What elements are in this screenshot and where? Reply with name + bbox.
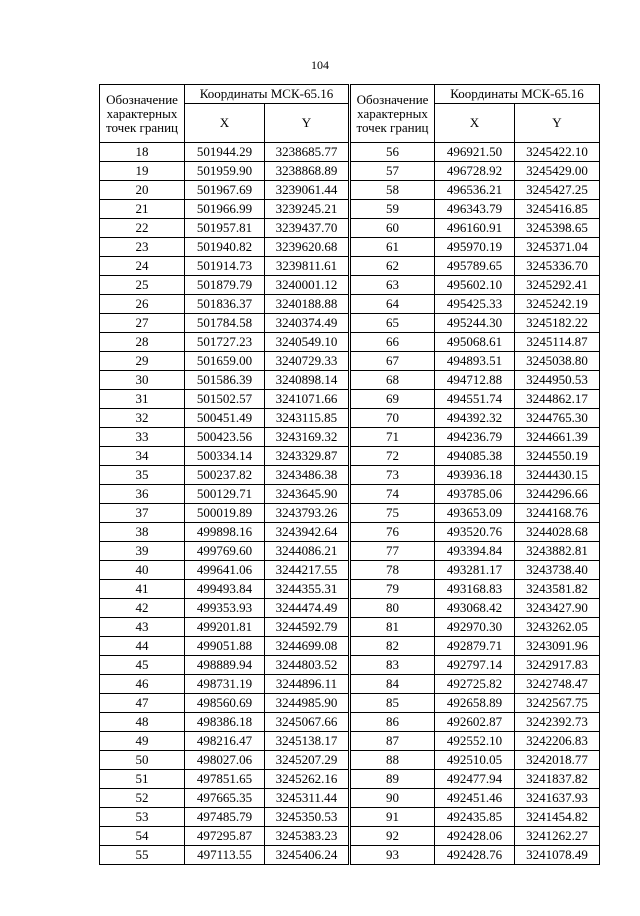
x-coordinate-cell: 495970.19 <box>435 238 515 257</box>
table-row <box>100 257 600 276</box>
y-coordinate-cell: 3244296.66 <box>515 485 600 504</box>
y-coordinate-cell: 3243942.64 <box>265 523 350 542</box>
point-number-cell: 87 <box>350 732 435 751</box>
point-number-cell: 50 <box>100 751 185 770</box>
table-row <box>100 485 600 504</box>
point-number-cell: 65 <box>350 314 435 333</box>
y-coordinate-cell: 3244474.49 <box>265 599 350 618</box>
point-number-cell: 63 <box>350 276 435 295</box>
x-coordinate-cell: 501727.23 <box>185 333 265 352</box>
y-coordinate-cell: 3240188.88 <box>265 295 350 314</box>
point-number-cell: 41 <box>100 580 185 599</box>
x-coordinate-cell: 499051.88 <box>185 637 265 656</box>
point-number-cell: 79 <box>350 580 435 599</box>
x-coordinate-cell: 501879.79 <box>185 276 265 295</box>
table-row <box>100 808 600 827</box>
point-number-cell: 77 <box>350 542 435 561</box>
x-coordinate-cell: 492602.87 <box>435 713 515 732</box>
point-number-cell: 40 <box>100 561 185 580</box>
point-number-cell: 36 <box>100 485 185 504</box>
point-number-cell: 85 <box>350 694 435 713</box>
x-coordinate-cell: 498386.18 <box>185 713 265 732</box>
table-row <box>100 371 600 390</box>
x-coordinate-cell: 493653.09 <box>435 504 515 523</box>
point-number-cell: 74 <box>350 485 435 504</box>
point-number-cell: 52 <box>100 789 185 808</box>
header-designation-left: Обозначение характерных точек границ <box>100 85 185 143</box>
x-coordinate-cell: 498216.47 <box>185 732 265 751</box>
x-coordinate-cell: 493281.17 <box>435 561 515 580</box>
header-x-left: X <box>185 104 265 143</box>
point-number-cell: 51 <box>100 770 185 789</box>
y-coordinate-cell: 3240549.10 <box>265 333 350 352</box>
y-coordinate-cell: 3244803.52 <box>265 656 350 675</box>
page-number: 104 <box>311 58 329 72</box>
table-row <box>100 447 600 466</box>
table-row <box>100 713 600 732</box>
x-coordinate-cell: 501784.58 <box>185 314 265 333</box>
point-number-cell: 32 <box>100 409 185 428</box>
x-coordinate-cell: 498889.94 <box>185 656 265 675</box>
x-coordinate-cell: 497113.55 <box>185 846 265 865</box>
x-coordinate-cell: 501944.29 <box>185 143 265 162</box>
table-row <box>100 618 600 637</box>
x-coordinate-cell: 501914.73 <box>185 257 265 276</box>
header-x-right: X <box>435 104 515 143</box>
y-coordinate-cell: 3238868.89 <box>265 162 350 181</box>
table-row <box>100 219 600 238</box>
y-coordinate-cell: 3242917.83 <box>515 656 600 675</box>
x-coordinate-cell: 496343.79 <box>435 200 515 219</box>
table-body <box>100 143 600 865</box>
x-coordinate-cell: 492435.85 <box>435 808 515 827</box>
point-number-cell: 24 <box>100 257 185 276</box>
table-row <box>100 143 600 162</box>
y-coordinate-cell: 3244950.53 <box>515 371 600 390</box>
point-number-cell: 34 <box>100 447 185 466</box>
point-number-cell: 84 <box>350 675 435 694</box>
x-coordinate-cell: 501967.69 <box>185 181 265 200</box>
y-coordinate-cell: 3242206.83 <box>515 732 600 751</box>
table-row <box>100 504 600 523</box>
y-coordinate-cell: 3244765.30 <box>515 409 600 428</box>
table-row <box>100 466 600 485</box>
x-coordinate-cell: 493168.83 <box>435 580 515 599</box>
point-number-cell: 61 <box>350 238 435 257</box>
x-coordinate-cell: 500019.89 <box>185 504 265 523</box>
point-number-cell: 20 <box>100 181 185 200</box>
table-row <box>100 295 600 314</box>
point-number-cell: 23 <box>100 238 185 257</box>
y-coordinate-cell: 3243581.82 <box>515 580 600 599</box>
table-row <box>100 542 600 561</box>
point-number-cell: 19 <box>100 162 185 181</box>
x-coordinate-cell: 499353.93 <box>185 599 265 618</box>
y-coordinate-cell: 3241837.82 <box>515 770 600 789</box>
x-coordinate-cell: 492510.05 <box>435 751 515 770</box>
y-coordinate-cell: 3244355.31 <box>265 580 350 599</box>
y-coordinate-cell: 3243329.87 <box>265 447 350 466</box>
table-row <box>100 580 600 599</box>
x-coordinate-cell: 492428.06 <box>435 827 515 846</box>
x-coordinate-cell: 498731.19 <box>185 675 265 694</box>
y-coordinate-cell: 3244699.08 <box>265 637 350 656</box>
x-coordinate-cell: 500423.56 <box>185 428 265 447</box>
x-coordinate-cell: 492658.89 <box>435 694 515 713</box>
y-coordinate-cell: 3239061.44 <box>265 181 350 200</box>
table-row <box>100 409 600 428</box>
x-coordinate-cell: 494712.88 <box>435 371 515 390</box>
point-number-cell: 46 <box>100 675 185 694</box>
y-coordinate-cell: 3243793.26 <box>265 504 350 523</box>
table-row <box>100 428 600 447</box>
x-coordinate-cell: 492725.82 <box>435 675 515 694</box>
point-number-cell: 37 <box>100 504 185 523</box>
x-coordinate-cell: 498560.69 <box>185 694 265 713</box>
x-coordinate-cell: 496728.92 <box>435 162 515 181</box>
x-coordinate-cell: 501836.37 <box>185 295 265 314</box>
y-coordinate-cell: 3245350.53 <box>265 808 350 827</box>
point-number-cell: 91 <box>350 808 435 827</box>
y-coordinate-cell: 3243115.85 <box>265 409 350 428</box>
table-row <box>100 656 600 675</box>
x-coordinate-cell: 492552.10 <box>435 732 515 751</box>
y-coordinate-cell: 3239245.21 <box>265 200 350 219</box>
x-coordinate-cell: 500334.14 <box>185 447 265 466</box>
x-coordinate-cell: 501940.82 <box>185 238 265 257</box>
y-coordinate-cell: 3239811.61 <box>265 257 350 276</box>
y-coordinate-cell: 3244550.19 <box>515 447 600 466</box>
y-coordinate-cell: 3244896.11 <box>265 675 350 694</box>
y-coordinate-cell: 3241262.27 <box>515 827 600 846</box>
point-number-cell: 76 <box>350 523 435 542</box>
y-coordinate-cell: 3245416.85 <box>515 200 600 219</box>
x-coordinate-cell: 493785.06 <box>435 485 515 504</box>
header-coords-group-right: Координаты МСК-65.16 <box>435 85 600 104</box>
point-number-cell: 33 <box>100 428 185 447</box>
coordinates-table <box>99 84 600 865</box>
point-number-cell: 56 <box>350 143 435 162</box>
point-number-cell: 92 <box>350 827 435 846</box>
y-coordinate-cell: 3244985.90 <box>265 694 350 713</box>
table-row <box>100 827 600 846</box>
x-coordinate-cell: 501957.81 <box>185 219 265 238</box>
point-number-cell: 54 <box>100 827 185 846</box>
x-coordinate-cell: 492797.14 <box>435 656 515 675</box>
y-coordinate-cell: 3244862.17 <box>515 390 600 409</box>
x-coordinate-cell: 501659.00 <box>185 352 265 371</box>
x-coordinate-cell: 495068.61 <box>435 333 515 352</box>
x-coordinate-cell: 492451.46 <box>435 789 515 808</box>
point-number-cell: 35 <box>100 466 185 485</box>
x-coordinate-cell: 500237.82 <box>185 466 265 485</box>
point-number-cell: 45 <box>100 656 185 675</box>
point-number-cell: 42 <box>100 599 185 618</box>
y-coordinate-cell: 3241637.93 <box>515 789 600 808</box>
x-coordinate-cell: 499898.16 <box>185 523 265 542</box>
y-coordinate-cell: 3243169.32 <box>265 428 350 447</box>
y-coordinate-cell: 3245067.66 <box>265 713 350 732</box>
point-number-cell: 55 <box>100 846 185 865</box>
table-row <box>100 637 600 656</box>
x-coordinate-cell: 497665.35 <box>185 789 265 808</box>
x-coordinate-cell: 501586.39 <box>185 371 265 390</box>
table-row <box>100 732 600 751</box>
point-number-cell: 67 <box>350 352 435 371</box>
table-row <box>100 276 600 295</box>
y-coordinate-cell: 3245371.04 <box>515 238 600 257</box>
point-number-cell: 18 <box>100 143 185 162</box>
x-coordinate-cell: 492477.94 <box>435 770 515 789</box>
y-coordinate-cell: 3240001.12 <box>265 276 350 295</box>
y-coordinate-cell: 3241454.82 <box>515 808 600 827</box>
point-number-cell: 48 <box>100 713 185 732</box>
x-coordinate-cell: 500129.71 <box>185 485 265 504</box>
y-coordinate-cell: 3244028.68 <box>515 523 600 542</box>
x-coordinate-cell: 493936.18 <box>435 466 515 485</box>
x-coordinate-cell: 499641.06 <box>185 561 265 580</box>
y-coordinate-cell: 3242018.77 <box>515 751 600 770</box>
y-coordinate-cell: 3245429.00 <box>515 162 600 181</box>
point-number-cell: 75 <box>350 504 435 523</box>
point-number-cell: 66 <box>350 333 435 352</box>
point-number-cell: 83 <box>350 656 435 675</box>
point-number-cell: 62 <box>350 257 435 276</box>
y-coordinate-cell: 3240898.14 <box>265 371 350 390</box>
y-coordinate-cell: 3244168.76 <box>515 504 600 523</box>
y-coordinate-cell: 3245311.44 <box>265 789 350 808</box>
x-coordinate-cell: 499201.81 <box>185 618 265 637</box>
x-coordinate-cell: 500451.49 <box>185 409 265 428</box>
x-coordinate-cell: 499769.60 <box>185 542 265 561</box>
point-number-cell: 39 <box>100 542 185 561</box>
x-coordinate-cell: 495789.65 <box>435 257 515 276</box>
table-row <box>100 390 600 409</box>
y-coordinate-cell: 3245114.87 <box>515 333 600 352</box>
point-number-cell: 72 <box>350 447 435 466</box>
point-number-cell: 49 <box>100 732 185 751</box>
x-coordinate-cell: 493068.42 <box>435 599 515 618</box>
y-coordinate-cell: 3245207.29 <box>265 751 350 770</box>
y-coordinate-cell: 3245422.10 <box>515 143 600 162</box>
point-number-cell: 43 <box>100 618 185 637</box>
y-coordinate-cell: 3245383.23 <box>265 827 350 846</box>
x-coordinate-cell: 495425.33 <box>435 295 515 314</box>
table-row <box>100 789 600 808</box>
y-coordinate-cell: 3243091.96 <box>515 637 600 656</box>
point-number-cell: 81 <box>350 618 435 637</box>
y-coordinate-cell: 3243262.05 <box>515 618 600 637</box>
table-row <box>100 694 600 713</box>
y-coordinate-cell: 3244086.21 <box>265 542 350 561</box>
y-coordinate-cell: 3242748.47 <box>515 675 600 694</box>
point-number-cell: 89 <box>350 770 435 789</box>
x-coordinate-cell: 494392.32 <box>435 409 515 428</box>
header-designation-right: Обозначение характерных точек границ <box>350 85 435 143</box>
x-coordinate-cell: 497485.79 <box>185 808 265 827</box>
table-row <box>100 333 600 352</box>
point-number-cell: 73 <box>350 466 435 485</box>
point-number-cell: 53 <box>100 808 185 827</box>
header-y-left: Y <box>265 104 350 143</box>
point-number-cell: 26 <box>100 295 185 314</box>
y-coordinate-cell: 3245242.19 <box>515 295 600 314</box>
point-number-cell: 71 <box>350 428 435 447</box>
x-coordinate-cell: 501502.57 <box>185 390 265 409</box>
table-row <box>100 162 600 181</box>
table-row <box>100 751 600 770</box>
point-number-cell: 58 <box>350 181 435 200</box>
table-row <box>100 523 600 542</box>
y-coordinate-cell: 3244430.15 <box>515 466 600 485</box>
point-number-cell: 60 <box>350 219 435 238</box>
point-number-cell: 44 <box>100 637 185 656</box>
y-coordinate-cell: 3239437.70 <box>265 219 350 238</box>
point-number-cell: 82 <box>350 637 435 656</box>
y-coordinate-cell: 3245398.65 <box>515 219 600 238</box>
y-coordinate-cell: 3244661.39 <box>515 428 600 447</box>
x-coordinate-cell: 495602.10 <box>435 276 515 295</box>
y-coordinate-cell: 3245336.70 <box>515 257 600 276</box>
x-coordinate-cell: 498027.06 <box>185 751 265 770</box>
y-coordinate-cell: 3245038.80 <box>515 352 600 371</box>
point-number-cell: 86 <box>350 713 435 732</box>
y-coordinate-cell: 3238685.77 <box>265 143 350 162</box>
x-coordinate-cell: 496160.91 <box>435 219 515 238</box>
point-number-cell: 25 <box>100 276 185 295</box>
table-row <box>100 181 600 200</box>
y-coordinate-cell: 3242567.75 <box>515 694 600 713</box>
point-number-cell: 47 <box>100 694 185 713</box>
point-number-cell: 78 <box>350 561 435 580</box>
point-number-cell: 29 <box>100 352 185 371</box>
point-number-cell: 21 <box>100 200 185 219</box>
point-number-cell: 38 <box>100 523 185 542</box>
table-row <box>100 352 600 371</box>
y-coordinate-cell: 3245427.25 <box>515 181 600 200</box>
table-row <box>100 200 600 219</box>
point-number-cell: 70 <box>350 409 435 428</box>
x-coordinate-cell: 492970.30 <box>435 618 515 637</box>
x-coordinate-cell: 497295.87 <box>185 827 265 846</box>
y-coordinate-cell: 3243486.38 <box>265 466 350 485</box>
x-coordinate-cell: 493520.76 <box>435 523 515 542</box>
y-coordinate-cell: 3241071.66 <box>265 390 350 409</box>
point-number-cell: 93 <box>350 846 435 865</box>
point-number-cell: 27 <box>100 314 185 333</box>
x-coordinate-cell: 496536.21 <box>435 181 515 200</box>
x-coordinate-cell: 494236.79 <box>435 428 515 447</box>
x-coordinate-cell: 495244.30 <box>435 314 515 333</box>
point-number-cell: 69 <box>350 390 435 409</box>
y-coordinate-cell: 3245406.24 <box>265 846 350 865</box>
y-coordinate-cell: 3245138.17 <box>265 732 350 751</box>
y-coordinate-cell: 3245262.16 <box>265 770 350 789</box>
point-number-cell: 68 <box>350 371 435 390</box>
table-row <box>100 238 600 257</box>
point-number-cell: 57 <box>350 162 435 181</box>
point-number-cell: 28 <box>100 333 185 352</box>
point-number-cell: 31 <box>100 390 185 409</box>
y-coordinate-cell: 3244592.79 <box>265 618 350 637</box>
y-coordinate-cell: 3239620.68 <box>265 238 350 257</box>
y-coordinate-cell: 3245292.41 <box>515 276 600 295</box>
header-coords-group-left: Координаты МСК-65.16 <box>185 85 350 104</box>
y-coordinate-cell: 3240374.49 <box>265 314 350 333</box>
x-coordinate-cell: 501966.99 <box>185 200 265 219</box>
y-coordinate-cell: 3243427.90 <box>515 599 600 618</box>
table-row <box>100 561 600 580</box>
point-number-cell: 30 <box>100 371 185 390</box>
x-coordinate-cell: 501959.90 <box>185 162 265 181</box>
y-coordinate-cell: 3245182.22 <box>515 314 600 333</box>
x-coordinate-cell: 492428.76 <box>435 846 515 865</box>
y-coordinate-cell: 3243645.90 <box>265 485 350 504</box>
x-coordinate-cell: 493394.84 <box>435 542 515 561</box>
point-number-cell: 80 <box>350 599 435 618</box>
x-coordinate-cell: 494551.74 <box>435 390 515 409</box>
y-coordinate-cell: 3241078.49 <box>515 846 600 865</box>
y-coordinate-cell: 3240729.33 <box>265 352 350 371</box>
y-coordinate-cell: 3242392.73 <box>515 713 600 732</box>
point-number-cell: 59 <box>350 200 435 219</box>
table-row <box>100 314 600 333</box>
point-number-cell: 90 <box>350 789 435 808</box>
x-coordinate-cell: 496921.50 <box>435 143 515 162</box>
header-y-right: Y <box>515 104 600 143</box>
x-coordinate-cell: 494893.51 <box>435 352 515 371</box>
y-coordinate-cell: 3243738.40 <box>515 561 600 580</box>
x-coordinate-cell: 497851.65 <box>185 770 265 789</box>
table-row <box>100 675 600 694</box>
table-row <box>100 770 600 789</box>
y-coordinate-cell: 3243882.81 <box>515 542 600 561</box>
table-row <box>100 846 600 865</box>
table-row <box>100 599 600 618</box>
x-coordinate-cell: 494085.38 <box>435 447 515 466</box>
y-coordinate-cell: 3244217.55 <box>265 561 350 580</box>
point-number-cell: 64 <box>350 295 435 314</box>
x-coordinate-cell: 499493.84 <box>185 580 265 599</box>
x-coordinate-cell: 492879.71 <box>435 637 515 656</box>
point-number-cell: 88 <box>350 751 435 770</box>
point-number-cell: 22 <box>100 219 185 238</box>
